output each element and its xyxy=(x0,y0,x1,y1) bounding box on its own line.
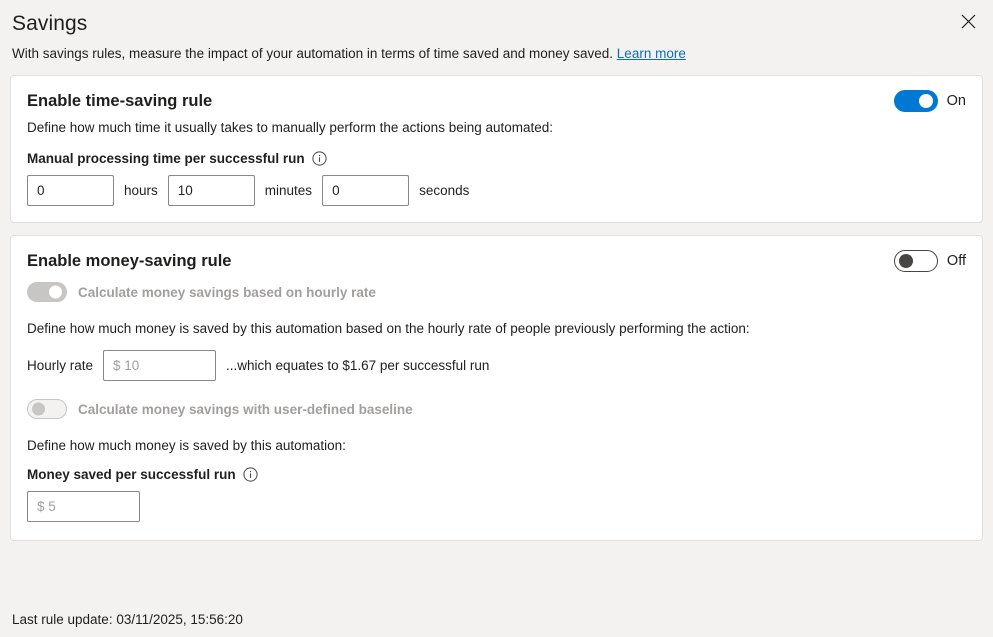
dialog-header xyxy=(0,0,993,44)
hourly-rate-toggle-label: Calculate money savings based on hourly rate xyxy=(78,284,376,300)
hourly-rate-label: Hourly rate xyxy=(27,358,94,373)
hourly-rate-toggle-row xyxy=(27,282,966,302)
page-title: Savings xyxy=(12,12,88,35)
seconds-input[interactable] xyxy=(322,175,409,206)
hours-unit-label: hours xyxy=(124,183,158,198)
time-saving-toggle-state: On xyxy=(946,93,966,109)
dialog-subtitle xyxy=(0,44,993,63)
hourly-rate-row xyxy=(27,350,966,381)
money-saving-toggle-state: Off xyxy=(946,253,966,269)
toggle-knob xyxy=(49,286,62,299)
money-saved-label-text: Money saved per successful run xyxy=(27,467,236,482)
time-saving-description: Define how much time it usually takes to manually perform the actions being automated: xyxy=(27,120,554,135)
seconds-unit-label: seconds xyxy=(419,183,470,198)
money-saving-toggle[interactable] xyxy=(894,250,938,272)
time-saving-toggle-wrap xyxy=(894,90,966,112)
manual-processing-time-label xyxy=(27,151,966,166)
time-saving-card xyxy=(10,75,983,223)
hourly-rate-description: Define how much money is saved by this automation based on the hourly rate of people previously performing the action: xyxy=(27,321,750,336)
hours-input[interactable] xyxy=(27,175,114,206)
money-saving-title: Enable money-saving rule xyxy=(27,252,232,270)
money-saved-row xyxy=(27,491,966,522)
close-icon[interactable] xyxy=(949,4,987,38)
baseline-toggle[interactable] xyxy=(27,399,67,419)
info-icon[interactable] xyxy=(243,467,258,482)
toggle-knob xyxy=(32,403,45,416)
minutes-unit-label: minutes xyxy=(264,183,313,198)
info-icon[interactable] xyxy=(312,151,327,166)
time-saving-card-header xyxy=(27,90,966,112)
manual-processing-time-label-text: Manual processing time per successful run xyxy=(27,151,305,166)
baseline-description: Define how much money is saved by this automation: xyxy=(27,438,346,453)
money-saved-label xyxy=(27,467,966,482)
toggle-knob xyxy=(919,94,933,108)
last-rule-update: Last rule update: 03/11/2025, 15:56:20 xyxy=(12,612,243,627)
hourly-rate-equates-text: ...which equates to $1.67 per successful run xyxy=(226,358,490,373)
money-saved-input[interactable] xyxy=(27,491,140,522)
time-saving-toggle[interactable] xyxy=(894,90,938,112)
baseline-toggle-label: Calculate money savings with user-defined baseline xyxy=(78,401,413,417)
toggle-knob xyxy=(899,254,913,268)
dialog-body xyxy=(0,75,993,608)
learn-more-link[interactable]: Learn more xyxy=(616,46,686,61)
hourly-rate-input[interactable] xyxy=(103,350,216,381)
dialog-subtitle-text: With savings rules, measure the impact of your automation in terms of time saved and money saved. xyxy=(12,46,614,61)
hourly-rate-toggle[interactable] xyxy=(27,282,67,302)
minutes-input[interactable] xyxy=(168,175,255,206)
money-saving-toggle-wrap xyxy=(894,250,966,272)
money-saving-card xyxy=(10,235,983,541)
baseline-toggle-row xyxy=(27,399,966,419)
time-saving-title: Enable time-saving rule xyxy=(27,92,213,110)
time-inputs-row xyxy=(27,175,966,206)
money-saving-card-header xyxy=(27,250,966,272)
